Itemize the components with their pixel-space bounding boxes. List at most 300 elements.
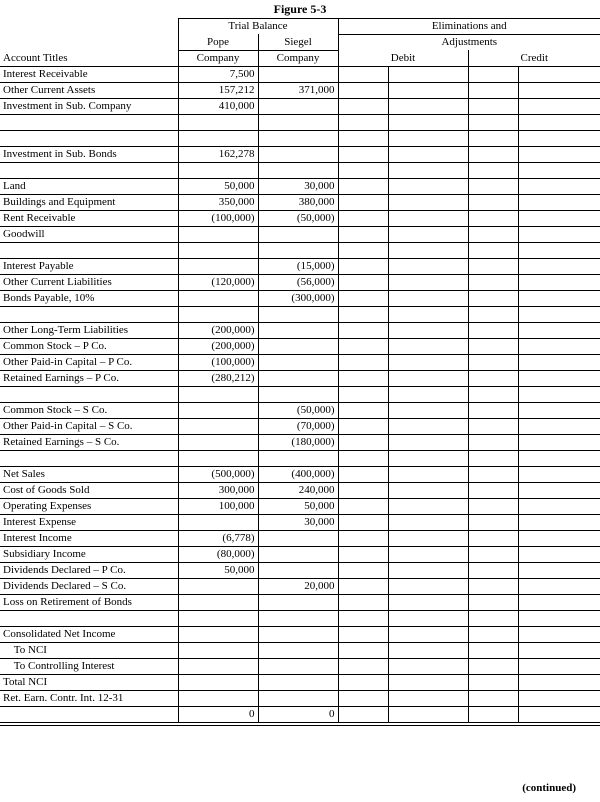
pope-amount: [178, 642, 258, 658]
account-title: [0, 706, 178, 722]
credit-amount: [518, 690, 600, 706]
table-row: [0, 162, 600, 178]
credit-ref: [468, 530, 518, 546]
table-row: [0, 354, 600, 370]
table-row: [0, 706, 600, 722]
debit-amount: [388, 610, 468, 626]
account-title: Cost of Goods Sold: [3, 484, 90, 496]
debit-amount: [388, 562, 468, 578]
debit-ref: [338, 418, 388, 434]
debit-ref: [338, 674, 388, 690]
credit-amount: [518, 162, 600, 178]
table-row: [0, 578, 600, 594]
header-pope-company: Company: [178, 50, 258, 66]
account-title: Dividends Declared – S Co.: [3, 580, 127, 592]
header-debit: Debit: [338, 50, 468, 66]
table-row: [0, 562, 600, 578]
siegel-amount: [258, 114, 338, 130]
credit-ref: [468, 178, 518, 194]
debit-amount: [388, 418, 468, 434]
siegel-amount: [258, 674, 338, 690]
credit-ref: [468, 162, 518, 178]
table-row: [0, 674, 600, 690]
siegel-amount: [258, 370, 338, 386]
table-row: [0, 322, 600, 338]
debit-ref: [338, 274, 388, 290]
credit-ref: [468, 466, 518, 482]
debit-amount: [388, 258, 468, 274]
table-row: [0, 514, 600, 530]
credit-amount: [518, 130, 600, 146]
table-row: [0, 226, 600, 242]
pope-amount: [178, 114, 258, 130]
debit-ref: [338, 642, 388, 658]
credit-amount: [518, 290, 600, 306]
debit-ref: [338, 82, 388, 98]
credit-ref: [468, 306, 518, 322]
table-row: [0, 546, 600, 562]
credit-amount: [518, 322, 600, 338]
credit-amount: [518, 642, 600, 658]
pope-amount: 162,278: [178, 146, 258, 162]
account-title: Investment in Sub. Company: [3, 100, 132, 112]
debit-ref: [338, 338, 388, 354]
account-title: [0, 306, 178, 322]
table-row: [0, 274, 600, 290]
pope-amount: [178, 418, 258, 434]
pope-amount: [178, 658, 258, 674]
account-title: Goodwill: [3, 228, 45, 240]
header-trial-balance: Trial Balance: [178, 18, 338, 34]
table-row: [0, 258, 600, 274]
debit-ref: [338, 114, 388, 130]
siegel-amount: (50,000): [258, 210, 338, 226]
credit-ref: [468, 98, 518, 114]
debit-ref: [338, 626, 388, 642]
credit-amount: [518, 338, 600, 354]
debit-ref: [338, 306, 388, 322]
account-title: [0, 242, 178, 258]
account-title: [0, 162, 178, 178]
pope-amount: (200,000): [178, 322, 258, 338]
debit-amount: [388, 530, 468, 546]
debit-ref: [338, 194, 388, 210]
debit-ref: [338, 386, 388, 402]
pope-amount: [178, 402, 258, 418]
credit-ref: [468, 626, 518, 642]
siegel-amount: [258, 626, 338, 642]
siegel-amount: [258, 354, 338, 370]
pope-amount: (500,000): [178, 466, 258, 482]
table-row: [0, 82, 600, 98]
debit-ref: [338, 498, 388, 514]
credit-amount: [518, 114, 600, 130]
table-row: [0, 66, 600, 82]
debit-amount: [388, 338, 468, 354]
siegel-amount: (400,000): [258, 466, 338, 482]
account-title: Dividends Declared – P Co.: [3, 564, 126, 576]
credit-amount: [518, 482, 600, 498]
debit-amount: [388, 370, 468, 386]
account-title: Land: [3, 180, 26, 192]
debit-amount: [388, 274, 468, 290]
debit-amount: [388, 162, 468, 178]
credit-ref: [468, 274, 518, 290]
credit-amount: [518, 242, 600, 258]
debit-ref: [338, 130, 388, 146]
pope-amount: 410,000: [178, 98, 258, 114]
debit-amount: [388, 306, 468, 322]
credit-amount: [518, 562, 600, 578]
pope-amount: 300,000: [178, 482, 258, 498]
worksheet-table: [0, 18, 600, 722]
siegel-amount: [258, 338, 338, 354]
credit-amount: [518, 210, 600, 226]
debit-amount: [388, 450, 468, 466]
debit-ref: [338, 354, 388, 370]
header-eliminations: Eliminations and: [338, 18, 600, 34]
table-row: [0, 306, 600, 322]
pope-amount: 0: [178, 706, 258, 722]
credit-amount: [518, 226, 600, 242]
credit-ref: [468, 370, 518, 386]
pope-amount: 157,212: [178, 82, 258, 98]
debit-amount: [388, 690, 468, 706]
account-title: [0, 130, 178, 146]
debit-amount: [388, 226, 468, 242]
debit-amount: [388, 82, 468, 98]
siegel-amount: 30,000: [258, 514, 338, 530]
account-title: Total NCI: [3, 676, 48, 688]
credit-ref: [468, 498, 518, 514]
pope-amount: [178, 162, 258, 178]
account-title: Bonds Payable, 10%: [3, 292, 95, 304]
credit-amount: [518, 98, 600, 114]
account-title: [0, 386, 178, 402]
siegel-amount: [258, 146, 338, 162]
credit-ref: [468, 482, 518, 498]
pope-amount: [178, 578, 258, 594]
credit-amount: [518, 370, 600, 386]
table-row: [0, 642, 600, 658]
account-title: Rent Receivable: [3, 212, 76, 224]
pope-amount: 7,500: [178, 66, 258, 82]
credit-ref: [468, 82, 518, 98]
debit-ref: [338, 242, 388, 258]
debit-amount: [388, 642, 468, 658]
credit-ref: [468, 226, 518, 242]
account-title: Other Current Assets: [3, 84, 96, 96]
table-row: [0, 290, 600, 306]
pope-amount: (6,778): [178, 530, 258, 546]
credit-ref: [468, 418, 518, 434]
credit-ref: [468, 594, 518, 610]
table-row: [0, 626, 600, 642]
credit-ref: [468, 514, 518, 530]
credit-amount: [518, 402, 600, 418]
account-title: Interest Income: [3, 532, 72, 544]
pope-amount: 50,000: [178, 562, 258, 578]
pope-amount: [178, 242, 258, 258]
siegel-amount: [258, 322, 338, 338]
pope-amount: [178, 690, 258, 706]
siegel-amount: [258, 242, 338, 258]
table-row: [0, 482, 600, 498]
credit-amount: [518, 146, 600, 162]
table-row: [0, 178, 600, 194]
credit-ref: [468, 674, 518, 690]
header-pope-name: Pope: [178, 34, 258, 50]
credit-amount: [518, 594, 600, 610]
account-title: To Controlling Interest: [3, 660, 115, 672]
credit-amount: [518, 386, 600, 402]
header-blank: [0, 18, 178, 34]
continued-note: (continued): [522, 782, 576, 794]
credit-amount: [518, 434, 600, 450]
debit-ref: [338, 546, 388, 562]
pope-amount: [178, 514, 258, 530]
credit-ref: [468, 658, 518, 674]
debit-ref: [338, 402, 388, 418]
account-title: Other Paid-in Capital – S Co.: [3, 420, 133, 432]
credit-ref: [468, 610, 518, 626]
credit-ref: [468, 242, 518, 258]
credit-amount: [518, 82, 600, 98]
credit-ref: [468, 194, 518, 210]
siegel-amount: [258, 98, 338, 114]
account-title: Retained Earnings – P Co.: [3, 372, 119, 384]
siegel-amount: (300,000): [258, 290, 338, 306]
debit-ref: [338, 66, 388, 82]
table-row: [0, 690, 600, 706]
pope-amount: [178, 306, 258, 322]
pope-amount: [178, 594, 258, 610]
table-row: [0, 242, 600, 258]
account-title: To NCI: [3, 644, 47, 656]
account-title: [0, 114, 178, 130]
credit-ref: [468, 546, 518, 562]
table-row: [0, 386, 600, 402]
credit-ref: [468, 402, 518, 418]
debit-ref: [338, 258, 388, 274]
debit-ref: [338, 450, 388, 466]
account-title: Other Current Liabilities: [3, 276, 112, 288]
debit-amount: [388, 66, 468, 82]
debit-amount: [388, 210, 468, 226]
debit-ref: [338, 562, 388, 578]
account-title: Consolidated Net Income: [3, 628, 116, 640]
debit-ref: [338, 98, 388, 114]
account-title: Interest Receivable: [3, 68, 88, 80]
account-title: Retained Earnings – S Co.: [3, 436, 120, 448]
table-row: [0, 610, 600, 626]
debit-amount: [388, 146, 468, 162]
siegel-amount: (70,000): [258, 418, 338, 434]
table-row: [0, 370, 600, 386]
siegel-amount: 50,000: [258, 498, 338, 514]
credit-ref: [468, 322, 518, 338]
debit-amount: [388, 322, 468, 338]
table-row: [0, 130, 600, 146]
debit-amount: [388, 130, 468, 146]
credit-ref: [468, 66, 518, 82]
pope-amount: 100,000: [178, 498, 258, 514]
pope-amount: [178, 610, 258, 626]
table-row: [0, 98, 600, 114]
debit-ref: [338, 578, 388, 594]
credit-amount: [518, 258, 600, 274]
debit-ref: [338, 530, 388, 546]
credit-amount: [518, 498, 600, 514]
siegel-amount: [258, 306, 338, 322]
credit-amount: [518, 354, 600, 370]
pope-amount: [178, 434, 258, 450]
table-row: [0, 594, 600, 610]
siegel-amount: 380,000: [258, 194, 338, 210]
credit-ref: [468, 690, 518, 706]
credit-ref: [468, 114, 518, 130]
account-title: Interest Expense: [3, 516, 76, 528]
account-title: Other Paid-in Capital – P Co.: [3, 356, 133, 368]
table-row: [0, 434, 600, 450]
debit-amount: [388, 658, 468, 674]
debit-ref: [338, 290, 388, 306]
account-title: [0, 450, 178, 466]
header-adjustments: Adjustments: [338, 34, 600, 50]
pope-amount: [178, 386, 258, 402]
credit-amount: [518, 658, 600, 674]
debit-amount: [388, 386, 468, 402]
pope-amount: (120,000): [178, 274, 258, 290]
pope-amount: [178, 130, 258, 146]
header-siegel-company: Company: [258, 50, 338, 66]
debit-amount: [388, 178, 468, 194]
credit-amount: [518, 274, 600, 290]
credit-amount: [518, 194, 600, 210]
pope-amount: [178, 674, 258, 690]
header-siegel-name: Siegel: [258, 34, 338, 50]
debit-amount: [388, 594, 468, 610]
siegel-amount: 0: [258, 706, 338, 722]
debit-amount: [388, 546, 468, 562]
credit-amount: [518, 466, 600, 482]
siegel-amount: 20,000: [258, 578, 338, 594]
account-title: Net Sales: [3, 468, 45, 480]
credit-ref: [468, 578, 518, 594]
table-row: [0, 418, 600, 434]
credit-amount: [518, 578, 600, 594]
credit-ref: [468, 130, 518, 146]
account-title: Common Stock – P Co.: [3, 340, 107, 352]
credit-amount: [518, 418, 600, 434]
account-title: [0, 610, 178, 626]
debit-amount: [388, 466, 468, 482]
header-credit: Credit: [468, 50, 600, 66]
credit-ref: [468, 434, 518, 450]
account-title: Ret. Earn. Contr. Int. 12-31: [3, 692, 124, 704]
debit-amount: [388, 194, 468, 210]
siegel-amount: [258, 226, 338, 242]
credit-ref: [468, 706, 518, 722]
credit-ref: [468, 562, 518, 578]
pope-amount: [178, 626, 258, 642]
pope-amount: [178, 290, 258, 306]
header-blank: [0, 34, 178, 50]
debit-ref: [338, 658, 388, 674]
debit-amount: [388, 482, 468, 498]
pope-amount: (80,000): [178, 546, 258, 562]
debit-amount: [388, 514, 468, 530]
debit-amount: [388, 402, 468, 418]
siegel-amount: [258, 546, 338, 562]
pope-amount: (100,000): [178, 210, 258, 226]
credit-amount: [518, 610, 600, 626]
debit-amount: [388, 498, 468, 514]
credit-ref: [468, 210, 518, 226]
debit-amount: [388, 626, 468, 642]
table-row: [0, 146, 600, 162]
credit-amount: [518, 306, 600, 322]
pope-amount: [178, 258, 258, 274]
credit-amount: [518, 546, 600, 562]
credit-amount: [518, 530, 600, 546]
credit-ref: [468, 258, 518, 274]
pope-amount: [178, 226, 258, 242]
pope-amount: 350,000: [178, 194, 258, 210]
debit-amount: [388, 290, 468, 306]
siegel-amount: [258, 610, 338, 626]
table-row: [0, 658, 600, 674]
figure-title: Figure 5-3: [273, 2, 327, 16]
table-row: [0, 114, 600, 130]
siegel-amount: [258, 530, 338, 546]
siegel-amount: (56,000): [258, 274, 338, 290]
debit-amount: [388, 98, 468, 114]
credit-ref: [468, 642, 518, 658]
debit-ref: [338, 594, 388, 610]
siegel-amount: (15,000): [258, 258, 338, 274]
siegel-amount: [258, 562, 338, 578]
credit-amount: [518, 66, 600, 82]
credit-ref: [468, 354, 518, 370]
siegel-amount: 30,000: [258, 178, 338, 194]
credit-ref: [468, 338, 518, 354]
account-title: Common Stock – S Co.: [3, 404, 108, 416]
credit-amount: [518, 706, 600, 722]
debit-ref: [338, 178, 388, 194]
credit-amount: [518, 450, 600, 466]
debit-ref: [338, 482, 388, 498]
debit-ref: [338, 610, 388, 626]
debit-ref: [338, 690, 388, 706]
siegel-amount: [258, 450, 338, 466]
pope-amount: [178, 450, 258, 466]
table-row: [0, 498, 600, 514]
table-row: [0, 210, 600, 226]
account-title: Subsidiary Income: [3, 548, 86, 560]
debit-amount: [388, 434, 468, 450]
debit-ref: [338, 146, 388, 162]
siegel-amount: 240,000: [258, 482, 338, 498]
pope-amount: 50,000: [178, 178, 258, 194]
debit-ref: [338, 226, 388, 242]
account-title: Operating Expenses: [3, 500, 92, 512]
debit-amount: [388, 578, 468, 594]
siegel-amount: (50,000): [258, 402, 338, 418]
table-row: [0, 466, 600, 482]
debit-amount: [388, 354, 468, 370]
account-title: Buildings and Equipment: [3, 196, 116, 208]
